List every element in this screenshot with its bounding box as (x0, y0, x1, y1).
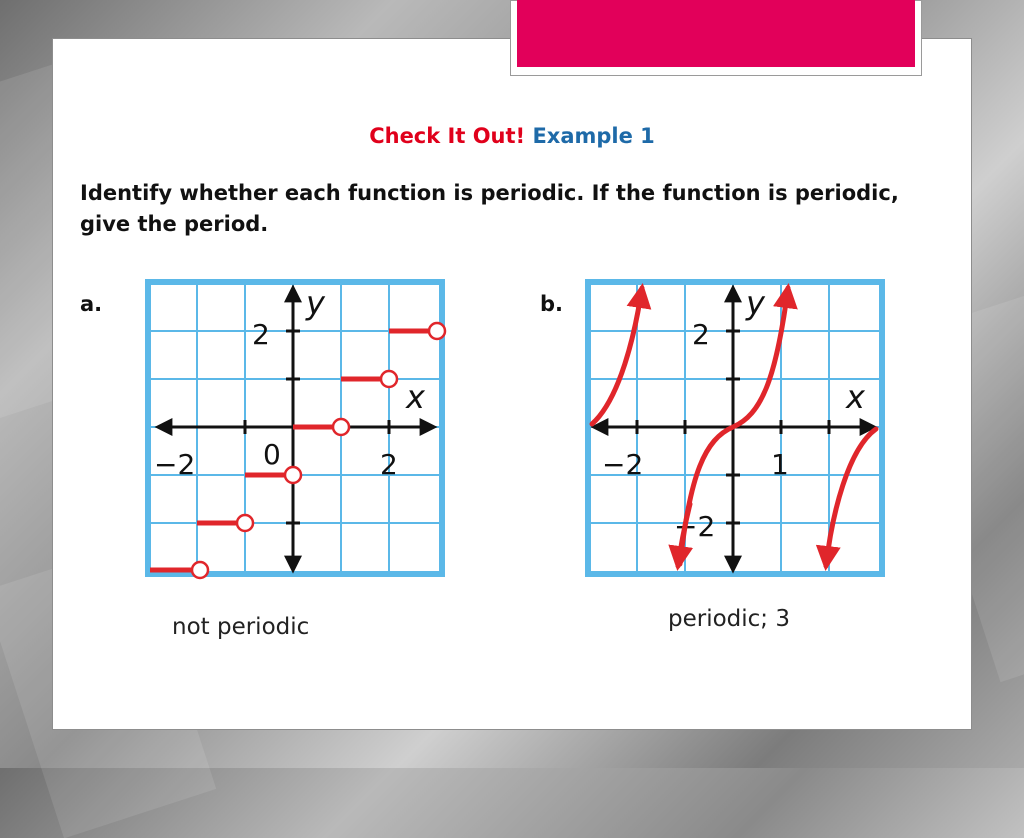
instructions-text: Identify whether each function is periodic. If the function is periodic, give the period. (80, 181, 899, 236)
part-a-label: a. (80, 292, 103, 316)
part-b-label: b. (540, 292, 564, 316)
tick-label-x-pos: 2 (380, 448, 398, 481)
page-title (52, 124, 972, 148)
open-endpoint (333, 419, 349, 435)
tick-label-y-pos: 2 (692, 318, 710, 351)
tick-label-y-neg: −2 (674, 510, 716, 543)
tick-label-x-pos: 1 (771, 448, 789, 481)
graph-b (580, 274, 890, 584)
x-axis-label: x (846, 378, 865, 416)
y-axis-label: y (746, 284, 765, 322)
open-endpoint (381, 371, 397, 387)
open-endpoint (237, 515, 253, 531)
tick-label-origin: 0 (263, 438, 281, 471)
y-axis-label: y (306, 284, 325, 322)
title-suffix: Example 1 (532, 124, 655, 148)
title-prefix: Check It Out! (369, 124, 526, 148)
slide-accent-tab (510, 0, 922, 76)
tick-label-x-neg: −2 (154, 448, 196, 481)
accent-bar (517, 0, 915, 67)
tick-label-x-neg: −2 (602, 448, 644, 481)
x-axis-label: x (406, 378, 425, 416)
tick-label-y-pos: 2 (252, 318, 270, 351)
open-endpoint (285, 467, 301, 483)
answer-a: not periodic (172, 614, 310, 640)
open-endpoint (192, 562, 208, 578)
graph-a (140, 274, 450, 584)
open-endpoint (429, 323, 445, 339)
answer-b: periodic; 3 (668, 606, 790, 632)
